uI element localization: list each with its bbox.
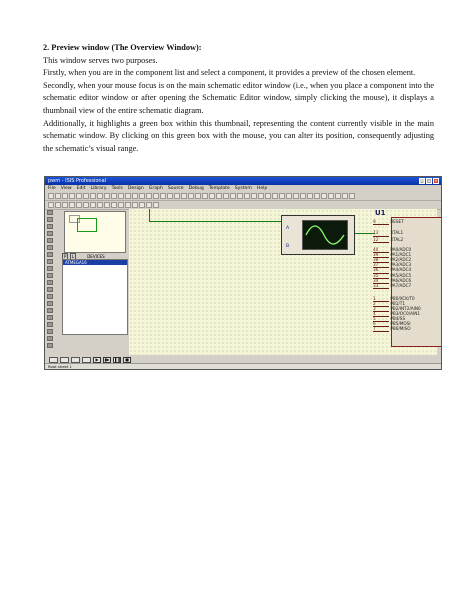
mode-toolbar xyxy=(46,210,54,355)
simulation-control-icon[interactable]: ▮▶ xyxy=(104,356,110,362)
chip-pin-label: PB1/T1 xyxy=(389,300,406,306)
minimize-icon[interactable]: _ xyxy=(421,178,423,183)
toolbar-icon[interactable] xyxy=(153,193,159,199)
toolbar-icon[interactable] xyxy=(111,193,117,199)
toolbar-icon[interactable] xyxy=(83,193,89,199)
mode-tool-icon[interactable] xyxy=(47,322,53,327)
toolbar-icon[interactable] xyxy=(62,193,68,199)
toolbar-icon[interactable] xyxy=(139,202,145,208)
chip-pin-number: 5 xyxy=(373,316,389,322)
chip-pin-number: 36 xyxy=(373,267,389,273)
toolbar-icon[interactable] xyxy=(132,202,138,208)
chip-pin-label: PB2/INT2/AIN0 xyxy=(389,305,421,311)
menu-item-library[interactable]: Library xyxy=(90,186,107,191)
toolbar-icon[interactable] xyxy=(216,193,222,199)
menu-item-debug[interactable]: Debug xyxy=(188,186,204,191)
toolbar-icon[interactable] xyxy=(48,202,54,208)
mode-tool-icon[interactable] xyxy=(47,343,53,348)
toolbar-top xyxy=(45,192,441,201)
toolbar-icon[interactable] xyxy=(258,193,264,199)
toolbar-icon[interactable] xyxy=(104,193,110,199)
chip-pin-label: XTAL2 xyxy=(389,236,404,242)
toolbar-icon[interactable] xyxy=(97,193,103,199)
chip-pin-number: 33 xyxy=(373,283,389,289)
mode-tool-icon[interactable] xyxy=(47,231,53,236)
toolbar-icon[interactable] xyxy=(230,193,236,199)
mode-tool-icon[interactable] xyxy=(47,280,53,285)
chip-pin-number: 6 xyxy=(373,321,389,327)
mode-tool-icon[interactable] xyxy=(47,301,53,306)
chip-pin-label: PB6/MISO xyxy=(389,326,411,332)
toolbar-icon[interactable] xyxy=(328,193,334,199)
chip-pin-number: 37 xyxy=(373,262,389,268)
chip-pin-number: 1 xyxy=(373,296,389,302)
toolbar-icon[interactable] xyxy=(188,193,194,199)
paragraph-firstly: Firstly, when you are in the component list and select a component, it provides a preview of the chosen element. xyxy=(43,68,416,78)
devices-label: DEVICES xyxy=(87,254,105,259)
mode-tool-icon[interactable] xyxy=(47,273,53,278)
chip-pin-label: PB0/XCK/T0 xyxy=(389,295,415,301)
mode-tool-icon[interactable] xyxy=(47,287,53,292)
toolbar-icon[interactable] xyxy=(307,193,313,199)
toolbar-icon[interactable] xyxy=(97,202,103,208)
menu-item-tools[interactable]: Tools xyxy=(111,186,123,191)
window-title: pwm - ISIS Professional xyxy=(48,178,107,184)
menu-item-template[interactable]: Template xyxy=(208,186,230,191)
mode-tool-icon[interactable] xyxy=(47,266,53,271)
toolbar-icon[interactable] xyxy=(286,193,292,199)
toolbar-icon[interactable] xyxy=(349,193,355,199)
toolbar-icon[interactable] xyxy=(132,193,138,199)
mode-tool-icon[interactable] xyxy=(47,259,53,264)
mode-tool-icon[interactable] xyxy=(47,210,53,215)
toolbar-icon[interactable] xyxy=(272,193,278,199)
chip-designator: U1 xyxy=(375,209,386,217)
simulation-control-icon[interactable]: ▶ xyxy=(93,357,101,363)
wire xyxy=(149,209,150,221)
device-list[interactable] xyxy=(62,259,128,335)
toolbar-icon[interactable] xyxy=(76,193,82,199)
toolbar-icon[interactable] xyxy=(153,202,159,208)
menu-bar xyxy=(45,185,441,192)
mode-tool-icon[interactable] xyxy=(47,308,53,313)
toolbar-icon[interactable] xyxy=(125,202,131,208)
chip-pin-number: 4 xyxy=(373,311,389,317)
chip-pin-number: 9 xyxy=(373,219,389,225)
overview-window[interactable] xyxy=(64,211,126,253)
chip-pin[interactable] xyxy=(373,283,411,289)
waveform-icon xyxy=(303,221,347,249)
rotate-mirror-icon[interactable] xyxy=(49,357,58,363)
toolbar-icon[interactable] xyxy=(209,193,215,199)
wire xyxy=(149,221,281,222)
section-heading: 2. Preview window (The Overview Window): xyxy=(43,43,202,52)
chip-pin-label: PA6/ADC6 xyxy=(389,277,412,283)
scope-pin-a: A xyxy=(286,226,290,231)
chip-pin-label: PB3/OC0/AIN1 xyxy=(389,310,420,316)
chip-pin-number: 7 xyxy=(373,326,389,332)
toolbar-icon[interactable] xyxy=(118,193,124,199)
toolbar-icon[interactable] xyxy=(146,193,152,199)
menu-item-graph[interactable]: Graph xyxy=(148,186,163,191)
toolbar-icon[interactable] xyxy=(300,193,306,199)
chip-pin-label: PB4/SS xyxy=(389,315,406,321)
menu-item-view[interactable]: View xyxy=(60,186,72,191)
mode-tool-icon[interactable] xyxy=(47,336,53,341)
mode-tool-icon[interactable] xyxy=(47,329,53,334)
toolbar-icon[interactable] xyxy=(48,193,54,199)
chip-pin-number: 38 xyxy=(373,257,389,263)
chip-pin-label: PB5/MOSI xyxy=(389,321,411,326)
chip-pin-number: 2 xyxy=(373,301,389,307)
chip-pin-number: 3 xyxy=(373,306,389,312)
toolbar-icon[interactable] xyxy=(251,193,257,199)
chip-pin-number: 39 xyxy=(373,252,389,258)
toolbar-icon[interactable] xyxy=(181,193,187,199)
chip-pin-label: PA2/ADC2 xyxy=(389,257,412,263)
paragraph-intro: This window serves two purposes. xyxy=(43,55,158,65)
mode-tool-icon[interactable] xyxy=(47,315,53,320)
toolbar-icon[interactable] xyxy=(342,193,348,199)
document-body xyxy=(43,42,434,155)
menu-item-help[interactable]: Help xyxy=(256,186,268,191)
window-titlebar xyxy=(45,177,441,185)
chip-pin-label: PA0/ADC0 xyxy=(389,247,412,253)
toolbar-icon[interactable] xyxy=(202,193,208,199)
toolbar-icon[interactable] xyxy=(69,202,75,208)
chip-pin-label: PA1/ADC1 xyxy=(389,252,412,258)
toolbar-icon[interactable] xyxy=(167,193,173,199)
toolbar-icon[interactable] xyxy=(76,202,82,208)
toolbar-icon[interactable] xyxy=(293,193,299,199)
chip-pin-label: PA5/ADC5 xyxy=(389,272,412,278)
toolbar-icon[interactable] xyxy=(125,193,131,199)
toolbar-icon[interactable] xyxy=(90,202,96,208)
menu-item-file[interactable]: File xyxy=(48,186,56,191)
toolbar-icon[interactable] xyxy=(146,202,152,208)
toolbar-icon[interactable] xyxy=(139,193,145,199)
toolbar-icon[interactable] xyxy=(69,193,75,199)
toolbar-icon[interactable] xyxy=(160,193,166,199)
chip-pin-label: PA3/ADC3 xyxy=(389,262,412,268)
toolbar-icon[interactable] xyxy=(83,202,89,208)
toolbar-icon[interactable] xyxy=(104,202,110,208)
menu-item-edit[interactable]: Edit xyxy=(76,186,86,191)
mode-tool-icon[interactable] xyxy=(47,238,53,243)
chip-pin[interactable] xyxy=(373,230,403,236)
toolbar-icon[interactable] xyxy=(237,193,243,199)
toolbar-icon[interactable] xyxy=(174,193,180,199)
mode-tool-icon[interactable] xyxy=(47,224,53,229)
chip-pin-number: 12 xyxy=(373,237,389,243)
menu-item-source[interactable]: Source xyxy=(167,186,184,191)
paragraph-additionally: Additionally, it highlights a green box within this thumbnail, representing the content currently visible in the main schematic window. By clicking on this green box with the mouse, you can alter its position, consequently adjusting the schematic’s visual range. xyxy=(43,118,434,153)
chip-pin[interactable] xyxy=(373,237,403,243)
oscilloscope-component[interactable] xyxy=(281,215,355,255)
toolbar-icon[interactable] xyxy=(314,193,320,199)
chip-pin[interactable] xyxy=(373,326,411,332)
toolbar-icon[interactable] xyxy=(90,193,96,199)
scope-pin-b: B xyxy=(286,244,290,249)
chip-pin-label: XTAL1 xyxy=(389,230,404,236)
toolbar-icon[interactable] xyxy=(55,202,61,208)
scope-display xyxy=(302,220,348,250)
toolbar-icon[interactable] xyxy=(265,193,271,199)
mode-tool-icon[interactable] xyxy=(47,252,53,257)
toolbar-icon[interactable] xyxy=(321,193,327,199)
toolbar-icon[interactable] xyxy=(223,193,229,199)
isis-screenshot xyxy=(44,176,442,370)
chip-pin-label: PA4/ADC4 xyxy=(389,267,412,273)
chip-pin[interactable] xyxy=(373,219,404,225)
device-tab-p[interactable]: P xyxy=(64,254,67,259)
mode-tool-icon[interactable] xyxy=(47,245,53,250)
toolbar-icon[interactable] xyxy=(195,193,201,199)
toolbar-icon[interactable] xyxy=(118,202,124,208)
menu-item-design[interactable]: Design xyxy=(127,186,144,191)
overview-green-box[interactable] xyxy=(77,218,97,232)
simulation-control-icon[interactable]: ❚❚ xyxy=(114,356,121,362)
toolbar-icon[interactable] xyxy=(111,202,117,208)
mode-tool-icon[interactable] xyxy=(47,217,53,222)
toolbar-icon[interactable] xyxy=(244,193,250,199)
chip-pin-label: RESET xyxy=(389,219,404,224)
schematic-editor[interactable] xyxy=(129,209,437,355)
chip-pin-number: 34 xyxy=(373,278,389,284)
device-item-selected[interactable]: ATMEGA16 xyxy=(63,260,127,265)
chip-pin-number: 35 xyxy=(373,273,389,279)
mode-tool-icon[interactable] xyxy=(47,294,53,299)
chip-pin-number: 13 xyxy=(373,230,389,236)
status-text: Root sheet 1 xyxy=(48,364,72,369)
chip-pin-label: PA7/ADC7 xyxy=(389,282,412,288)
rotate-mirror-icon[interactable] xyxy=(71,357,80,363)
device-tab-l[interactable]: L xyxy=(71,254,74,259)
toolbar-icon[interactable] xyxy=(335,193,341,199)
menu-item-system[interactable]: System xyxy=(234,186,252,191)
toolbar-icon[interactable] xyxy=(55,193,61,199)
simulation-control-icon[interactable]: ■ xyxy=(123,357,131,363)
paragraph-secondly: Secondly, when your mouse focus is on the main schematic editor window (i.e., when you place a component into the schematic editor window or after opening the Schematic Editor window, simply clicking the mouse), it displays a thumbnail view of the entire schematic diagram. xyxy=(43,80,434,115)
toolbar-icon[interactable] xyxy=(279,193,285,199)
rotate-mirror-icon[interactable] xyxy=(60,357,69,363)
chip-pin-number: 40 xyxy=(373,247,389,253)
status-bar xyxy=(45,363,441,369)
close-icon[interactable]: × xyxy=(434,178,438,183)
maximize-icon[interactable]: □ xyxy=(427,178,431,183)
toolbar-icon[interactable] xyxy=(62,202,68,208)
rotate-mirror-icon[interactable] xyxy=(82,357,91,363)
